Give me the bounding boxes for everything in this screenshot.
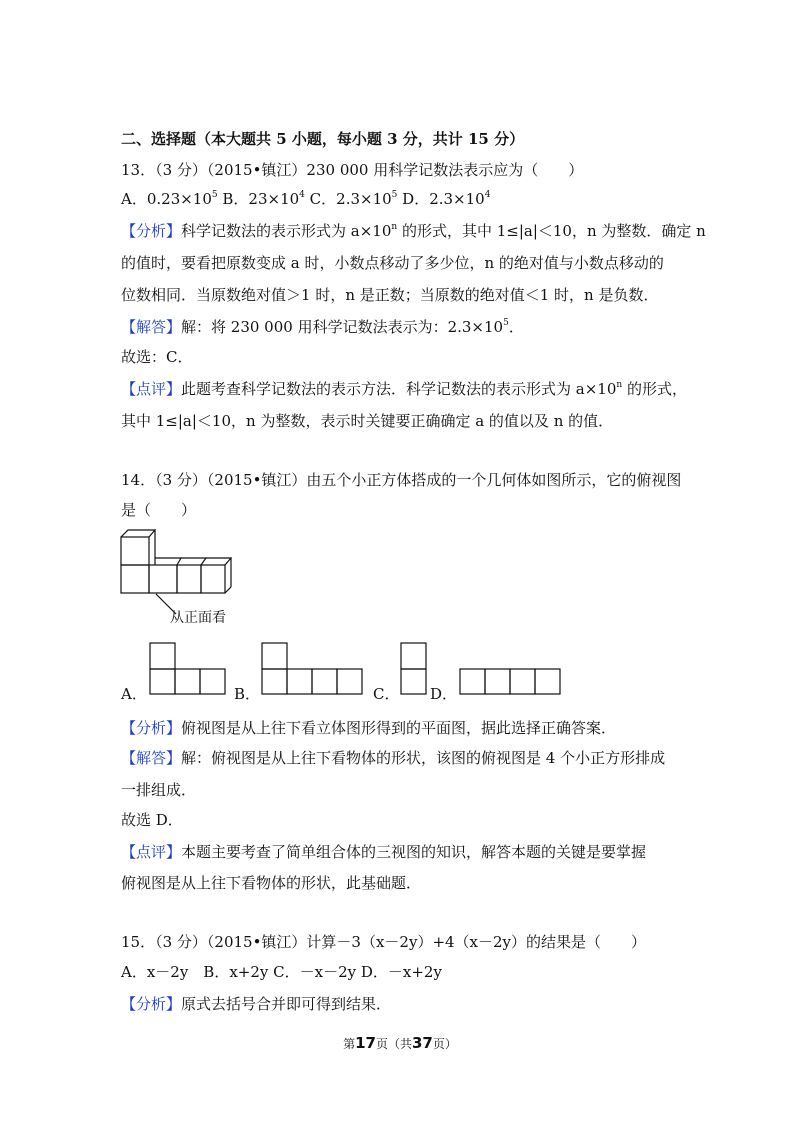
q14-option-a-label: A．	[121, 685, 147, 703]
q13-solution-text: 解：将 230 000 用科学记数法表示为：2.3×10	[181, 318, 504, 336]
q14-comment-text: 本题主要考查了简单组合体的三视图的知识，解答本题的关键是要掌握	[181, 843, 647, 861]
q13-comment-exp: n	[616, 380, 623, 390]
footer-post: 页）	[432, 1037, 457, 1051]
q14-stem-line-1: 14．（3 分）（2015•镇江）由五个小正方体搭成的一个几何体如图所示，它的俯视图	[121, 471, 682, 489]
q14-option-b-label: B．	[234, 685, 261, 703]
q14-comment-line-1	[121, 842, 646, 862]
q13-option-a: A．0.23×10	[121, 190, 212, 208]
q13-comment-tag: 【点评】	[121, 380, 182, 398]
q13-solution	[121, 317, 524, 337]
q13-analysis-tag: 【分析】	[121, 222, 182, 240]
q15-stem: 15．（3 分）（2015•镇江）计算－3（x－2y）+4（x－2y）的结果是（ ）	[121, 933, 647, 951]
q13-analysis-text-b: 的形式，其中 1≤|a|＜10，n 为整数．确定 n	[397, 222, 706, 240]
q14-option-b-figure	[262, 643, 362, 694]
q13-analysis-text: 科学记数法的表示形式为 a×10	[181, 222, 392, 240]
q14-comment-line-2: 俯视图是从上往下看物体的形状，此基础题．	[121, 874, 422, 892]
q14-analysis	[121, 718, 616, 738]
footer-page-number: 17	[355, 1034, 376, 1052]
q14-solid-figure	[121, 530, 231, 614]
q13-options	[121, 189, 490, 209]
q13-option-d-exp: 4	[484, 190, 491, 200]
footer-total-pages: 37	[412, 1034, 433, 1052]
q15-analysis	[121, 994, 391, 1014]
q14-solution-line-1	[121, 748, 665, 768]
q13-option-a-exp: 5	[211, 190, 218, 200]
footer-mid: 页（共	[375, 1037, 412, 1051]
q14-solution-line-2: 一排组成．	[121, 781, 197, 799]
q14-option-d-figure	[460, 669, 560, 694]
q14-option-a-figure	[150, 643, 225, 694]
q13-option-b: B．23×10	[217, 190, 300, 208]
q14-option-c-label: C．	[373, 685, 400, 703]
q13-analysis-exp: n	[391, 222, 398, 232]
q14-option-d-label: D．	[430, 685, 458, 703]
q13-comment-text: 此题考查科学记数法的表示方法．科学记数法的表示形式为 a×10	[181, 380, 617, 398]
q13-option-c-exp: 5	[391, 190, 398, 200]
q15-options: A．x－2y B．x+2y C．－x－2y D．－x+2y	[121, 963, 442, 981]
q13-option-d: D．2.3×10	[397, 190, 485, 208]
q14-figure-caption: 从正面看	[170, 610, 226, 626]
q14-analysis-text: 俯视图是从上往下看立体图形得到的平面图，据此选择正确答案．	[181, 719, 617, 737]
q13-stem: 13．（3 分）（2015•镇江）230 000 用科学记数法表示应为（ ）	[121, 161, 584, 179]
q13-solution-exp: 5	[503, 318, 509, 328]
q14-solution-text: 解：俯视图是从上往下看物体的形状，该图的俯视图是 4 个小正方形排成	[181, 749, 666, 767]
q14-analysis-tag: 【分析】	[121, 719, 182, 737]
q13-solution-tag: 【解答】	[121, 318, 182, 336]
q13-option-c: C．2.3×10	[304, 190, 392, 208]
q13-analysis-line-3: 位数相同．当原数绝对值＞1 时，n 是正数；当原数的绝对值＜1 时，n 是负数．	[121, 286, 659, 304]
q14-solution-tag: 【解答】	[121, 749, 182, 767]
footer-pre: 第	[343, 1037, 356, 1051]
q15-analysis-tag: 【分析】	[121, 995, 182, 1013]
section-title: 二、选择题（本大题共 5 小题，每小题 3 分，共计 15 分）	[121, 130, 525, 148]
q15-analysis-text: 原式去括号合并即可得到结果．	[181, 995, 392, 1013]
q13-comment-text-b: 的形式，	[622, 380, 687, 398]
q13-analysis-line-1	[121, 221, 706, 241]
q14-choice: 故选 D．	[121, 811, 183, 829]
q14-option-c-figure	[401, 643, 426, 694]
q13-analysis-line-2: 的值时，要看把原数变成 a 时，小数点移动了多少位，n 的绝对值与小数点移动的	[121, 254, 664, 272]
q13-comment-line-1	[121, 379, 687, 399]
q13-choice: 故选：C．	[121, 348, 193, 366]
q14-comment-tag: 【点评】	[121, 843, 182, 861]
q13-option-b-exp: 4	[299, 190, 305, 200]
page-footer	[0, 1034, 800, 1052]
q13-comment-line-2: 其中 1≤|a|＜10，n 为整数，表示时关键要正确确定 a 的值以及 n 的值．	[121, 412, 614, 430]
q13-solution-end: ．	[508, 318, 524, 336]
q14-stem-line-2: 是（ ）	[121, 501, 197, 519]
